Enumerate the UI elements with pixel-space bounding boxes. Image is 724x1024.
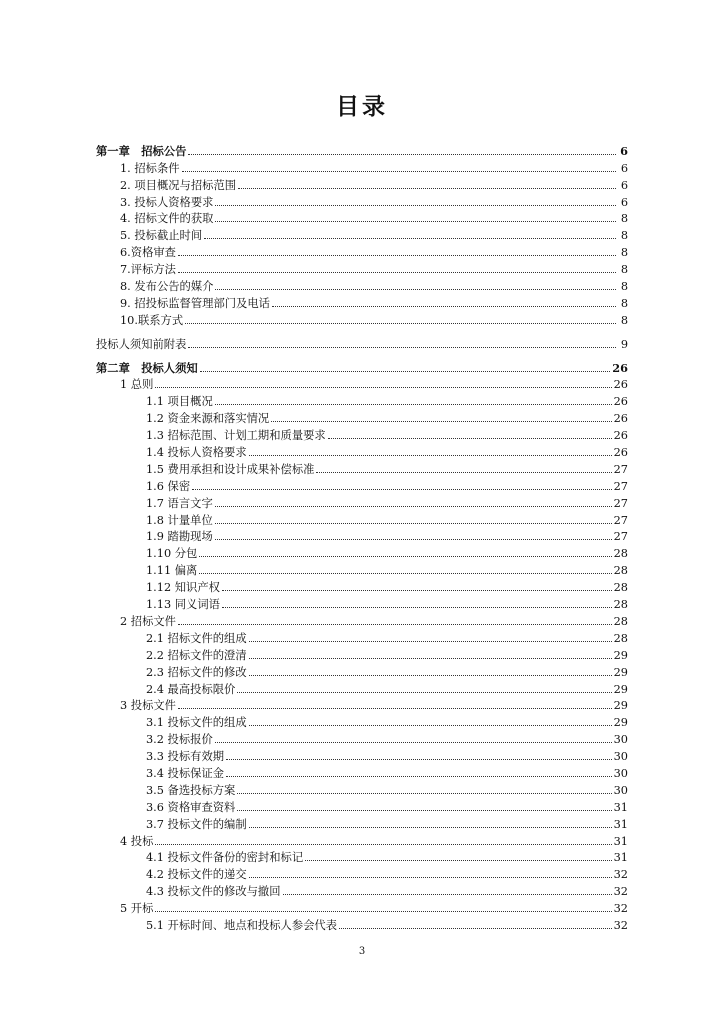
toc-dot-leader bbox=[185, 323, 616, 324]
toc-entry-page: 27 bbox=[613, 530, 628, 544]
toc-entry[interactable] bbox=[96, 560, 628, 577]
toc-entry-page: 31 bbox=[613, 851, 628, 865]
toc-entry[interactable] bbox=[96, 242, 628, 259]
toc-dot-leader bbox=[188, 154, 616, 155]
toc-dot-leader bbox=[237, 692, 611, 693]
toc-entry-label: 5. 投标截止时间 bbox=[120, 229, 203, 243]
toc-entry-page: 8 bbox=[620, 313, 628, 327]
toc-entry-label: 3.7 投标文件的编制 bbox=[146, 817, 247, 831]
toc-entry[interactable] bbox=[96, 293, 628, 310]
toc-entry[interactable] bbox=[96, 192, 628, 209]
toc-dot-leader bbox=[215, 221, 616, 222]
toc-entry-page: 32 bbox=[613, 918, 628, 932]
toc-entry-label: 1.10 分包 bbox=[146, 547, 198, 561]
toc-entry[interactable] bbox=[96, 476, 628, 493]
toc-entry[interactable] bbox=[96, 915, 628, 932]
toc-dot-leader bbox=[155, 844, 611, 845]
toc-entry[interactable] bbox=[96, 510, 628, 527]
toc-dot-leader bbox=[249, 641, 612, 642]
toc-dot-leader bbox=[237, 810, 611, 811]
toc-entry-page: 28 bbox=[613, 598, 628, 612]
toc-entry-label: 投标人须知前附表 bbox=[96, 337, 187, 351]
toc-entry-label: 1.11 偏离 bbox=[146, 564, 198, 578]
toc-dot-leader bbox=[215, 404, 612, 405]
toc-entry-label: 3.4 投标保证金 bbox=[146, 766, 225, 780]
toc-entry-page: 27 bbox=[613, 462, 628, 476]
toc-entry[interactable] bbox=[96, 425, 628, 442]
toc-entry-label: 4.2 投标文件的递交 bbox=[146, 868, 247, 882]
toc-dot-leader bbox=[215, 523, 612, 524]
toc-dot-leader bbox=[155, 387, 611, 388]
toc-dot-leader bbox=[215, 539, 612, 540]
toc-entry[interactable] bbox=[96, 594, 628, 611]
toc-entry-page: 28 bbox=[613, 564, 628, 578]
toc-dot-leader bbox=[200, 371, 611, 372]
toc-entry[interactable] bbox=[96, 577, 628, 594]
toc-entry[interactable] bbox=[96, 408, 628, 425]
toc-dot-leader bbox=[199, 556, 611, 557]
toc-entry-label: 3.2 投标报价 bbox=[146, 733, 213, 747]
toc-entry[interactable] bbox=[96, 391, 628, 408]
toc-dot-leader bbox=[178, 708, 612, 709]
toc-entry-label: 第一章 招标公告 bbox=[96, 143, 187, 158]
toc-entry-page: 8 bbox=[620, 296, 628, 310]
toc-entry-label: 2.2 招标文件的澄清 bbox=[146, 648, 247, 662]
toc-entry[interactable] bbox=[96, 493, 628, 510]
toc-entry-label: 4.1 投标文件备份的密封和标记 bbox=[146, 851, 304, 865]
toc-dot-leader bbox=[178, 255, 616, 256]
toc-entry-page: 29 bbox=[613, 648, 628, 662]
toc-dot-leader bbox=[339, 928, 612, 929]
toc-entry-label: 1.13 同义词语 bbox=[146, 598, 220, 612]
toc-dot-leader bbox=[178, 624, 612, 625]
toc-entry[interactable] bbox=[96, 797, 628, 814]
toc-entry-label: 4.3 投标文件的修改与撤回 bbox=[146, 885, 281, 899]
toc-entry[interactable] bbox=[96, 628, 628, 645]
toc-entry-page: 30 bbox=[613, 783, 628, 797]
toc-entry[interactable] bbox=[96, 225, 628, 242]
toc-dot-leader bbox=[249, 827, 612, 828]
toc-entry[interactable] bbox=[96, 375, 628, 392]
toc-entry-page: 28 bbox=[613, 631, 628, 645]
toc-entry-page: 26 bbox=[612, 360, 628, 375]
toc-entry-page: 8 bbox=[620, 280, 628, 294]
toc-entry-page: 29 bbox=[613, 716, 628, 730]
toc-entry-page: 28 bbox=[613, 581, 628, 595]
toc-entry[interactable] bbox=[96, 611, 628, 628]
toc-entry-label: 3. 投标人资格要求 bbox=[120, 195, 214, 209]
toc-dot-leader bbox=[215, 205, 616, 206]
toc-entry[interactable] bbox=[96, 814, 628, 831]
toc-entry-label: 1.1 项目概况 bbox=[146, 395, 213, 409]
toc-dot-leader bbox=[249, 877, 612, 878]
toc-entry-page: 6 bbox=[620, 178, 628, 192]
toc-title: 目录 bbox=[336, 94, 388, 120]
toc-entry-page: 6 bbox=[620, 161, 628, 175]
toc-entry-label: 4. 招标文件的获取 bbox=[120, 212, 214, 226]
toc-entry-label: 2 招标文件 bbox=[120, 614, 176, 628]
toc-entry-page: 26 bbox=[613, 412, 628, 426]
toc-entry-page: 8 bbox=[620, 246, 628, 260]
toc-entry[interactable] bbox=[96, 543, 628, 560]
toc-dot-leader bbox=[249, 455, 612, 456]
toc-dot-leader bbox=[178, 272, 616, 273]
toc-entry-page: 30 bbox=[613, 733, 628, 747]
toc-entry[interactable] bbox=[96, 696, 628, 713]
toc-dot-leader bbox=[182, 171, 616, 172]
toc-entry-label: 3.1 投标文件的组成 bbox=[146, 716, 247, 730]
toc-entry-label: 9. 招投标监督管理部门及电话 bbox=[120, 296, 270, 310]
toc-dot-leader bbox=[249, 725, 612, 726]
toc-dot-leader bbox=[215, 742, 612, 743]
toc-entry-page: 32 bbox=[613, 868, 628, 882]
toc-entry-label: 10.联系方式 bbox=[120, 313, 184, 327]
toc-entry-page: 6 bbox=[620, 195, 628, 209]
toc-list bbox=[96, 141, 628, 932]
toc-entry-label: 3.5 备选投标方案 bbox=[146, 783, 236, 797]
toc-entry-page: 31 bbox=[613, 817, 628, 831]
toc-dot-leader bbox=[316, 472, 611, 473]
toc-entry[interactable] bbox=[96, 746, 628, 763]
toc-entry-label: 1.8 计量单位 bbox=[146, 513, 213, 527]
toc-entry-page: 29 bbox=[613, 665, 628, 679]
toc-entry-label: 5 开标 bbox=[120, 902, 154, 916]
toc-dot-leader bbox=[305, 860, 612, 861]
toc-entry-page: 30 bbox=[613, 750, 628, 764]
toc-dot-leader bbox=[204, 238, 616, 239]
toc-entry-page: 26 bbox=[613, 446, 628, 460]
toc-entry-page: 32 bbox=[613, 902, 628, 916]
toc-dot-leader bbox=[199, 573, 611, 574]
toc-dot-leader bbox=[222, 607, 612, 608]
toc-chapter-entry[interactable] bbox=[96, 141, 628, 158]
toc-entry-page: 27 bbox=[613, 496, 628, 510]
toc-entry[interactable] bbox=[96, 662, 628, 679]
toc-dot-leader bbox=[155, 911, 611, 912]
toc-entry-page: 29 bbox=[613, 699, 628, 713]
toc-dot-leader bbox=[237, 793, 611, 794]
toc-entry[interactable] bbox=[96, 864, 628, 881]
toc-entry-page: 31 bbox=[613, 800, 628, 814]
toc-dot-leader bbox=[249, 675, 612, 676]
toc-entry-label: 第二章 投标人须知 bbox=[96, 360, 198, 375]
toc-entry[interactable] bbox=[96, 259, 628, 276]
toc-entry[interactable] bbox=[96, 881, 628, 898]
toc-dot-leader bbox=[188, 347, 616, 348]
toc-dot-leader bbox=[328, 438, 612, 439]
toc-entry[interactable] bbox=[96, 780, 628, 797]
page-number: 3 bbox=[358, 946, 366, 957]
toc-entry[interactable] bbox=[96, 527, 628, 544]
toc-entry[interactable] bbox=[96, 459, 628, 476]
toc-entry-label: 2. 项目概况与招标范围 bbox=[120, 178, 237, 192]
toc-entry-page: 30 bbox=[613, 766, 628, 780]
toc-entry[interactable] bbox=[96, 442, 628, 459]
toc-entry-label: 1.9 踏勘现场 bbox=[146, 530, 213, 544]
toc-entry-page: 27 bbox=[613, 479, 628, 493]
toc-dot-leader bbox=[222, 590, 612, 591]
toc-dot-leader bbox=[283, 894, 612, 895]
toc-entry-page: 9 bbox=[620, 337, 628, 351]
toc-entry-label: 1.7 语言文字 bbox=[146, 496, 213, 510]
toc-dot-leader bbox=[226, 776, 612, 777]
toc-entry-label: 1. 招标条件 bbox=[120, 161, 180, 175]
toc-dot-leader bbox=[226, 759, 612, 760]
toc-entry-label: 6.资格审查 bbox=[120, 246, 176, 260]
toc-dot-leader bbox=[215, 289, 616, 290]
toc-entry-label: 1.3 招标范围、计划工期和质量要求 bbox=[146, 429, 326, 443]
toc-entry-page: 26 bbox=[613, 378, 628, 392]
toc-entry-label: 5.1 开标时间、地点和投标人参会代表 bbox=[146, 918, 338, 932]
toc-entry-label: 3 投标文件 bbox=[120, 699, 176, 713]
toc-entry-page: 27 bbox=[613, 513, 628, 527]
toc-entry[interactable] bbox=[96, 645, 628, 662]
toc-entry-label: 3.6 资格审查资料 bbox=[146, 800, 236, 814]
toc-entry-label: 1.4 投标人资格要求 bbox=[146, 446, 247, 460]
toc-dot-leader bbox=[272, 306, 616, 307]
toc-entry-page: 32 bbox=[613, 885, 628, 899]
toc-chapter-entry[interactable] bbox=[96, 358, 628, 375]
toc-dot-leader bbox=[249, 658, 612, 659]
toc-entry[interactable] bbox=[96, 209, 628, 226]
toc-entry-label: 1.5 费用承担和设计成果补偿标准 bbox=[146, 462, 315, 476]
toc-entry-page: 26 bbox=[613, 395, 628, 409]
toc-entry[interactable] bbox=[96, 729, 628, 746]
toc-dot-leader bbox=[215, 506, 612, 507]
toc-entry[interactable] bbox=[96, 175, 628, 192]
toc-entry-page: 8 bbox=[620, 212, 628, 226]
toc-entry-page: 31 bbox=[613, 834, 628, 848]
toc-entry-page: 6 bbox=[620, 143, 628, 158]
toc-entry[interactable] bbox=[96, 276, 628, 293]
toc-entry-label: 1 总则 bbox=[120, 378, 154, 392]
toc-entry-page: 8 bbox=[620, 229, 628, 243]
toc-entry-label: 7.评标方法 bbox=[120, 263, 176, 277]
toc-entry[interactable] bbox=[96, 763, 628, 780]
toc-entry-label: 8. 发布公告的媒介 bbox=[120, 280, 214, 294]
toc-entry[interactable] bbox=[96, 898, 628, 915]
toc-dot-leader bbox=[238, 188, 616, 189]
toc-entry-label: 3.3 投标有效期 bbox=[146, 750, 225, 764]
toc-entry[interactable] bbox=[96, 158, 628, 175]
toc-entry-label: 2.1 招标文件的组成 bbox=[146, 631, 247, 645]
toc-dot-leader bbox=[192, 489, 611, 490]
toc-entry-label: 1.6 保密 bbox=[146, 479, 191, 493]
toc-entry[interactable] bbox=[96, 831, 628, 848]
toc-entry-page: 26 bbox=[613, 429, 628, 443]
toc-entry[interactable] bbox=[96, 310, 628, 327]
toc-entry-page: 28 bbox=[613, 614, 628, 628]
toc-entry-page: 8 bbox=[620, 263, 628, 277]
toc-entry[interactable] bbox=[96, 712, 628, 729]
toc-dot-leader bbox=[271, 421, 611, 422]
toc-entry-label: 1.2 资金来源和落实情况 bbox=[146, 412, 270, 426]
toc-entry-page: 29 bbox=[613, 682, 628, 696]
toc-entry[interactable] bbox=[96, 679, 628, 696]
toc-entry[interactable] bbox=[96, 848, 628, 865]
toc-entry-label: 2.4 最高投标限价 bbox=[146, 682, 236, 696]
toc-entry-label: 4 投标 bbox=[120, 834, 154, 848]
toc-chapter-entry[interactable] bbox=[96, 334, 628, 351]
toc-entry-label: 2.3 招标文件的修改 bbox=[146, 665, 247, 679]
toc-entry-label: 1.12 知识产权 bbox=[146, 581, 220, 595]
toc-entry-page: 28 bbox=[613, 547, 628, 561]
